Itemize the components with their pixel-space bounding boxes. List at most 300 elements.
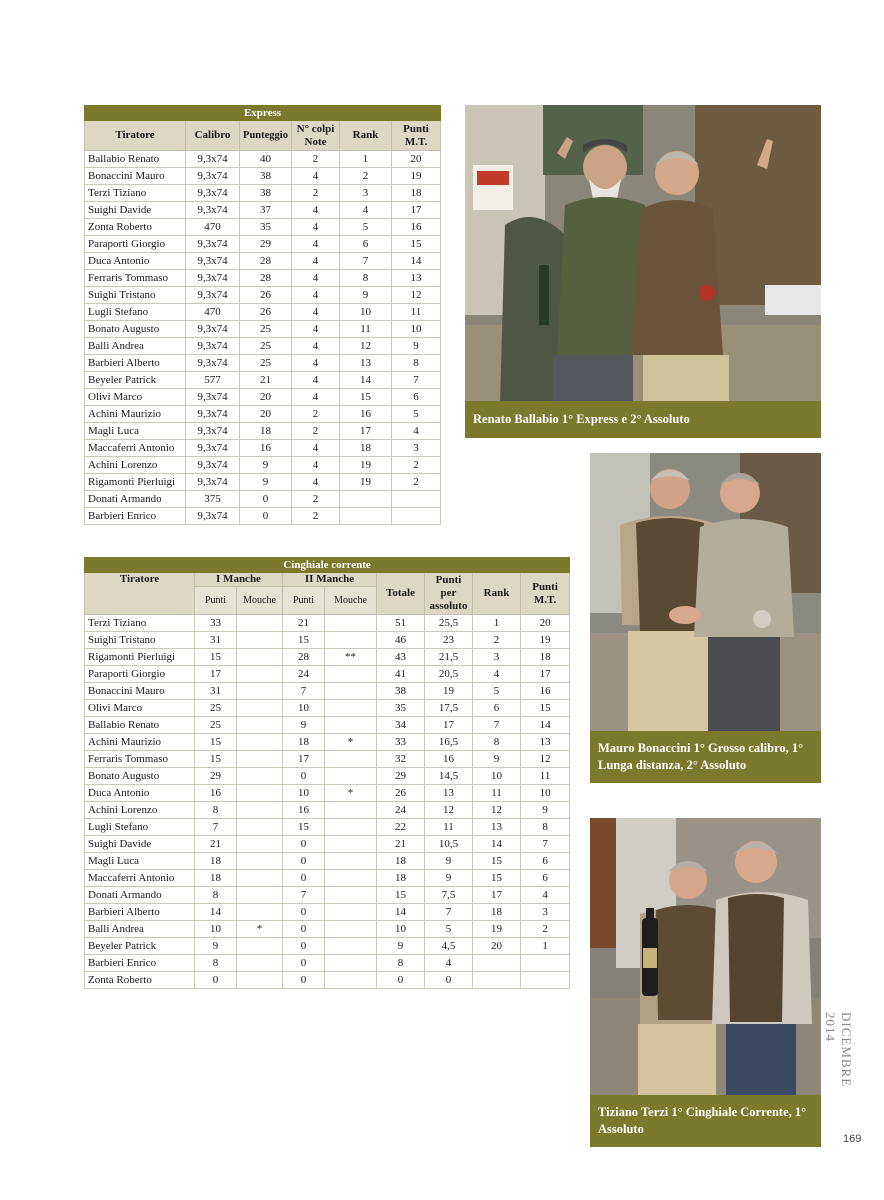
cinghiale-cell [325, 683, 377, 700]
cinghiale-cell: 24 [377, 802, 425, 819]
express-cell: 2 [392, 474, 441, 491]
express-cell: 9,3x74 [186, 355, 240, 372]
express-cell: 11 [340, 321, 392, 338]
cinghiale-cell [237, 938, 283, 955]
cinghiale-cell: Bonato Augusto [85, 768, 195, 785]
cinghiale-table-row [85, 938, 570, 955]
express-cell: 28 [240, 270, 292, 287]
express-cell: 9,3x74 [186, 321, 240, 338]
express-cell: 9,3x74 [186, 423, 240, 440]
cinghiale-cell: 38 [377, 683, 425, 700]
cinghiale-cell [237, 734, 283, 751]
cinghiale-header-rank: Rank [473, 573, 521, 615]
express-cell: Balli Andrea [85, 338, 186, 355]
cinghiale-cell: Achini Lorenzo [85, 802, 195, 819]
express-table-row [85, 491, 441, 508]
express-cell: 13 [340, 355, 392, 372]
cinghiale-table-row [85, 717, 570, 734]
cinghiale-cell [325, 819, 377, 836]
express-cell: 7 [392, 372, 441, 389]
cinghiale-cell [237, 751, 283, 768]
express-cell: Barbieri Alberto [85, 355, 186, 372]
cinghiale-table-row [85, 768, 570, 785]
express-cell: 38 [240, 168, 292, 185]
cinghiale-cell [237, 700, 283, 717]
express-header-punteggio: Punteggio [240, 121, 292, 151]
express-cell: 17 [392, 202, 441, 219]
cinghiale-cell: 25 [195, 700, 237, 717]
cinghiale-cell [325, 887, 377, 904]
express-cell: 20 [392, 151, 441, 168]
cinghiale-cell: 17 [283, 751, 325, 768]
cinghiale-cell [325, 700, 377, 717]
express-cell: 2 [292, 406, 340, 423]
cinghiale-cell: 7,5 [425, 887, 473, 904]
cinghiale-table-row [85, 802, 570, 819]
express-header-punti: Punti M.T. [392, 121, 441, 151]
express-cell: 37 [240, 202, 292, 219]
cinghiale-cell: Terzi Tiziano [85, 615, 195, 632]
cinghiale-cell: 17 [195, 666, 237, 683]
cinghiale-cell: Beyeler Patrick [85, 938, 195, 955]
cinghiale-cell: 15 [195, 649, 237, 666]
cinghiale-cell: ** [325, 649, 377, 666]
cinghiale-cell: 15 [473, 853, 521, 870]
cinghiale-cell: 17 [521, 666, 570, 683]
cinghiale-cell: 29 [377, 768, 425, 785]
express-cell: 18 [340, 440, 392, 457]
cinghiale-subheader-punti-2: Punti [283, 587, 325, 615]
express-cell: Olivi Marco [85, 389, 186, 406]
express-cell: 2 [340, 168, 392, 185]
express-cell: Terzi Tiziano [85, 185, 186, 202]
cinghiale-cell: Suighi Tristano [85, 632, 195, 649]
cinghiale-cell: * [325, 734, 377, 751]
express-cell: 10 [340, 304, 392, 321]
cinghiale-cell [325, 938, 377, 955]
cinghiale-cell [325, 666, 377, 683]
cinghiale-cell: 0 [283, 955, 325, 972]
cinghiale-cell: 0 [283, 870, 325, 887]
express-cell: 15 [392, 236, 441, 253]
cinghiale-cell: Magli Luca [85, 853, 195, 870]
express-cell: 9,3x74 [186, 440, 240, 457]
cinghiale-table-row [85, 649, 570, 666]
cinghiale-cell [473, 972, 521, 989]
cinghiale-cell: 7 [283, 683, 325, 700]
cinghiale-cell: 51 [377, 615, 425, 632]
cinghiale-cell: 16,5 [425, 734, 473, 751]
cinghiale-cell: 17 [425, 717, 473, 734]
express-cell: 15 [340, 389, 392, 406]
cinghiale-cell: 14 [473, 836, 521, 853]
express-results-table [84, 105, 441, 525]
cinghiale-cell: 18 [195, 853, 237, 870]
cinghiale-cell: Bonaccini Mauro [85, 683, 195, 700]
express-table-row [85, 304, 441, 321]
cinghiale-table-row [85, 972, 570, 989]
cinghiale-cell: Rigamonti Pierluigi [85, 649, 195, 666]
express-cell: 9 [392, 338, 441, 355]
express-cell: Ferraris Tommaso [85, 270, 186, 287]
express-cell: 4 [292, 355, 340, 372]
express-table-row [85, 372, 441, 389]
photo3-caption: Tiziano Terzi 1° Cinghiale Corrente, 1° Assoluto [590, 1095, 821, 1147]
express-cell: Beyeler Patrick [85, 372, 186, 389]
express-table-row [85, 185, 441, 202]
cinghiale-cell: Ferraris Tommaso [85, 751, 195, 768]
cinghiale-cell: 17 [473, 887, 521, 904]
express-table-row [85, 440, 441, 457]
cinghiale-cell: 3 [473, 649, 521, 666]
express-table-row [85, 151, 441, 168]
cinghiale-cell: Olivi Marco [85, 700, 195, 717]
cinghiale-cell [237, 683, 283, 700]
express-cell: 4 [292, 372, 340, 389]
express-cell: 4 [292, 457, 340, 474]
cinghiale-cell: Barbieri Enrico [85, 955, 195, 972]
express-cell: Suighi Davide [85, 202, 186, 219]
cinghiale-cell: 8 [195, 802, 237, 819]
express-cell: Barbieri Enrico [85, 508, 186, 525]
cinghiale-cell: 4 [521, 887, 570, 904]
cinghiale-cell: 0 [283, 768, 325, 785]
cinghiale-cell: 8 [473, 734, 521, 751]
express-cell: 470 [186, 219, 240, 236]
express-table-row [85, 321, 441, 338]
cinghiale-cell: 4 [425, 955, 473, 972]
cinghiale-cell: * [237, 921, 283, 938]
cinghiale-cell [325, 717, 377, 734]
cinghiale-cell [237, 666, 283, 683]
express-cell: Bonato Augusto [85, 321, 186, 338]
cinghiale-cell: 8 [195, 955, 237, 972]
cinghiale-cell [325, 836, 377, 853]
cinghiale-cell: 9 [425, 870, 473, 887]
cinghiale-cell: 10 [283, 785, 325, 802]
cinghiale-cell: 0 [195, 972, 237, 989]
cinghiale-cell: 8 [521, 819, 570, 836]
express-cell: 9,3x74 [186, 389, 240, 406]
cinghiale-cell: 7 [425, 904, 473, 921]
cinghiale-cell [521, 955, 570, 972]
express-cell: 4 [292, 219, 340, 236]
express-cell: 4 [292, 202, 340, 219]
cinghiale-cell: Barbieri Alberto [85, 904, 195, 921]
cinghiale-cell: 21,5 [425, 649, 473, 666]
express-cell [392, 508, 441, 525]
express-cell: Donati Armando [85, 491, 186, 508]
cinghiale-cell: 35 [377, 700, 425, 717]
cinghiale-cell: 16 [425, 751, 473, 768]
cinghiale-cell: 0 [283, 938, 325, 955]
express-cell: 40 [240, 151, 292, 168]
express-cell [340, 491, 392, 508]
cinghiale-cell: 7 [473, 717, 521, 734]
express-cell: 2 [292, 491, 340, 508]
cinghiale-cell: 43 [377, 649, 425, 666]
cinghiale-cell: 21 [377, 836, 425, 853]
express-cell: 11 [392, 304, 441, 321]
express-cell: 9 [240, 474, 292, 491]
cinghiale-table-row [85, 632, 570, 649]
cinghiale-cell [325, 904, 377, 921]
express-cell: Bonaccini Mauro [85, 168, 186, 185]
express-cell: 38 [240, 185, 292, 202]
express-cell: Paraporti Giorgio [85, 236, 186, 253]
express-cell: 6 [392, 389, 441, 406]
cinghiale-cell: Balli Andrea [85, 921, 195, 938]
cinghiale-cell: 18 [521, 649, 570, 666]
cinghiale-cell [237, 955, 283, 972]
cinghiale-cell: 7 [521, 836, 570, 853]
cinghiale-cell: 34 [377, 717, 425, 734]
express-cell: 9,3x74 [186, 168, 240, 185]
page-number: 169 [843, 1133, 862, 1145]
cinghiale-cell: 4 [473, 666, 521, 683]
express-cell: 4 [292, 304, 340, 321]
express-table-row [85, 253, 441, 270]
cinghiale-cell: 9 [521, 802, 570, 819]
cinghiale-cell: 24 [283, 666, 325, 683]
cinghiale-table-row [85, 887, 570, 904]
express-cell: 5 [340, 219, 392, 236]
express-table-row [85, 423, 441, 440]
cinghiale-cell: 2 [473, 632, 521, 649]
express-cell: 2 [392, 457, 441, 474]
express-cell: 4 [292, 287, 340, 304]
express-cell: 9,3x74 [186, 253, 240, 270]
cinghiale-cell: 20,5 [425, 666, 473, 683]
express-cell: 25 [240, 338, 292, 355]
express-cell: 21 [240, 372, 292, 389]
cinghiale-cell [237, 904, 283, 921]
cinghiale-cell: Paraporti Giorgio [85, 666, 195, 683]
cinghiale-table-body [85, 615, 570, 989]
express-cell: 4 [292, 253, 340, 270]
cinghiale-cell [237, 819, 283, 836]
cinghiale-cell: 10,5 [425, 836, 473, 853]
express-cell [340, 508, 392, 525]
express-cell: 6 [340, 236, 392, 253]
express-cell: 20 [240, 406, 292, 423]
cinghiale-cell [473, 955, 521, 972]
cinghiale-cell: 32 [377, 751, 425, 768]
express-cell: 7 [340, 253, 392, 270]
cinghiale-cell: 6 [521, 870, 570, 887]
cinghiale-table-row [85, 904, 570, 921]
express-cell: 12 [340, 338, 392, 355]
cinghiale-cell: 14,5 [425, 768, 473, 785]
cinghiale-cell: 5 [473, 683, 521, 700]
express-cell: 18 [392, 185, 441, 202]
cinghiale-cell: 46 [377, 632, 425, 649]
cinghiale-cell: 0 [283, 836, 325, 853]
cinghiale-cell: Achini Maurizio [85, 734, 195, 751]
photo-bonaccini-award [590, 453, 821, 731]
cinghiale-cell: 8 [195, 887, 237, 904]
express-cell: 577 [186, 372, 240, 389]
express-cell: 9,3x74 [186, 474, 240, 491]
cinghiale-header-totale: Totale [377, 573, 425, 615]
photo-ballabio-award [465, 105, 821, 401]
express-header-calibro: Calibro [186, 121, 240, 151]
express-table-row [85, 406, 441, 423]
express-cell: 26 [240, 304, 292, 321]
express-cell: 9,3x74 [186, 457, 240, 474]
cinghiale-cell: 19 [473, 921, 521, 938]
cinghiale-subheader-mouche-2: Mouche [325, 587, 377, 615]
express-cell: 26 [240, 287, 292, 304]
cinghiale-cell: 14 [195, 904, 237, 921]
side-issue-label: DICEMBRE 2014 [823, 1012, 854, 1088]
cinghiale-header-punti-assoluto: Punti per assoluto [425, 573, 473, 615]
express-table-row [85, 270, 441, 287]
cinghiale-cell: 0 [283, 921, 325, 938]
express-cell: 16 [392, 219, 441, 236]
express-cell: 8 [340, 270, 392, 287]
cinghiale-cell: 15 [521, 700, 570, 717]
cinghiale-cell: 10 [521, 785, 570, 802]
cinghiale-cell: 29 [195, 768, 237, 785]
cinghiale-table-row [85, 700, 570, 717]
express-table-body [85, 151, 441, 525]
cinghiale-cell [237, 802, 283, 819]
express-table-row [85, 338, 441, 355]
express-cell: 14 [340, 372, 392, 389]
cinghiale-cell: 16 [521, 683, 570, 700]
cinghiale-cell: Suighi Davide [85, 836, 195, 853]
express-table-row [85, 508, 441, 525]
cinghiale-cell: 31 [195, 683, 237, 700]
cinghiale-header-manche1: I Manche [195, 573, 283, 587]
cinghiale-table-row [85, 751, 570, 768]
cinghiale-cell: 0 [283, 853, 325, 870]
express-table-row [85, 236, 441, 253]
cinghiale-cell: 0 [283, 904, 325, 921]
cinghiale-cell: 33 [377, 734, 425, 751]
express-cell: 13 [392, 270, 441, 287]
express-cell: Rigamonti Pierluigi [85, 474, 186, 491]
express-cell: 9,3x74 [186, 270, 240, 287]
cinghiale-cell: 20 [521, 615, 570, 632]
cinghiale-table-row [85, 615, 570, 632]
express-cell: 18 [240, 423, 292, 440]
cinghiale-cell [237, 853, 283, 870]
cinghiale-cell [325, 853, 377, 870]
cinghiale-cell: 33 [195, 615, 237, 632]
cinghiale-cell: 18 [195, 870, 237, 887]
cinghiale-cell: 12 [521, 751, 570, 768]
photo1-caption: Renato Ballabio 1° Express e 2° Assoluto [465, 401, 821, 438]
cinghiale-cell: 19 [425, 683, 473, 700]
express-cell: 12 [392, 287, 441, 304]
cinghiale-cell: 11 [425, 819, 473, 836]
express-cell: 4 [292, 440, 340, 457]
cinghiale-header-manche2: II Manche [283, 573, 377, 587]
cinghiale-cell: 12 [473, 802, 521, 819]
cinghiale-results-table [84, 557, 570, 989]
express-cell: Lugli Stefano [85, 304, 186, 321]
cinghiale-cell: 5 [425, 921, 473, 938]
express-cell: 9,3x74 [186, 406, 240, 423]
cinghiale-cell: 21 [195, 836, 237, 853]
express-table-row [85, 168, 441, 185]
cinghiale-table-row [85, 853, 570, 870]
cinghiale-cell: 0 [283, 972, 325, 989]
cinghiale-table-row [85, 819, 570, 836]
cinghiale-cell: 15 [195, 734, 237, 751]
cinghiale-cell [325, 632, 377, 649]
cinghiale-cell [325, 921, 377, 938]
express-cell: 4 [292, 236, 340, 253]
cinghiale-cell: 2 [521, 921, 570, 938]
express-table-title: Express [85, 106, 441, 121]
cinghiale-cell [237, 836, 283, 853]
cinghiale-cell: Maccaferri Antonio [85, 870, 195, 887]
express-cell: 470 [186, 304, 240, 321]
cinghiale-cell: 13 [425, 785, 473, 802]
cinghiale-cell: Lugli Stefano [85, 819, 195, 836]
photo-terzi-award [590, 818, 821, 1095]
cinghiale-cell: 9 [425, 853, 473, 870]
cinghiale-cell: 23 [425, 632, 473, 649]
cinghiale-cell: 17,5 [425, 700, 473, 717]
express-table-row [85, 474, 441, 491]
cinghiale-cell [325, 955, 377, 972]
express-cell: 9,3x74 [186, 287, 240, 304]
cinghiale-cell: 18 [377, 870, 425, 887]
cinghiale-cell: 15 [473, 870, 521, 887]
express-cell: 4 [292, 338, 340, 355]
cinghiale-cell: 0 [377, 972, 425, 989]
express-cell: Duca Antonio [85, 253, 186, 270]
express-cell: 2 [292, 151, 340, 168]
express-table-row [85, 355, 441, 372]
express-table-row [85, 457, 441, 474]
cinghiale-cell: 15 [195, 751, 237, 768]
cinghiale-table-row [85, 836, 570, 853]
cinghiale-cell: 18 [377, 853, 425, 870]
cinghiale-subheader-punti-1: Punti [195, 587, 237, 615]
express-cell: 16 [240, 440, 292, 457]
cinghiale-cell: 16 [195, 785, 237, 802]
express-cell: 35 [240, 219, 292, 236]
express-cell: 17 [340, 423, 392, 440]
cinghiale-cell: 13 [473, 819, 521, 836]
cinghiale-table-row [85, 870, 570, 887]
cinghiale-cell: 19 [521, 632, 570, 649]
cinghiale-cell [325, 768, 377, 785]
cinghiale-cell [237, 632, 283, 649]
cinghiale-cell [237, 972, 283, 989]
cinghiale-cell: 41 [377, 666, 425, 683]
cinghiale-cell [325, 751, 377, 768]
cinghiale-cell: 25,5 [425, 615, 473, 632]
cinghiale-cell: Duca Antonio [85, 785, 195, 802]
cinghiale-table-row [85, 683, 570, 700]
express-cell: Achini Lorenzo [85, 457, 186, 474]
cinghiale-cell: 15 [377, 887, 425, 904]
cinghiale-cell: 4,5 [425, 938, 473, 955]
express-cell: 3 [340, 185, 392, 202]
cinghiale-cell: 26 [377, 785, 425, 802]
cinghiale-cell: 7 [283, 887, 325, 904]
express-cell: 19 [392, 168, 441, 185]
cinghiale-cell: 9 [195, 938, 237, 955]
cinghiale-cell [325, 870, 377, 887]
express-cell: 4 [340, 202, 392, 219]
